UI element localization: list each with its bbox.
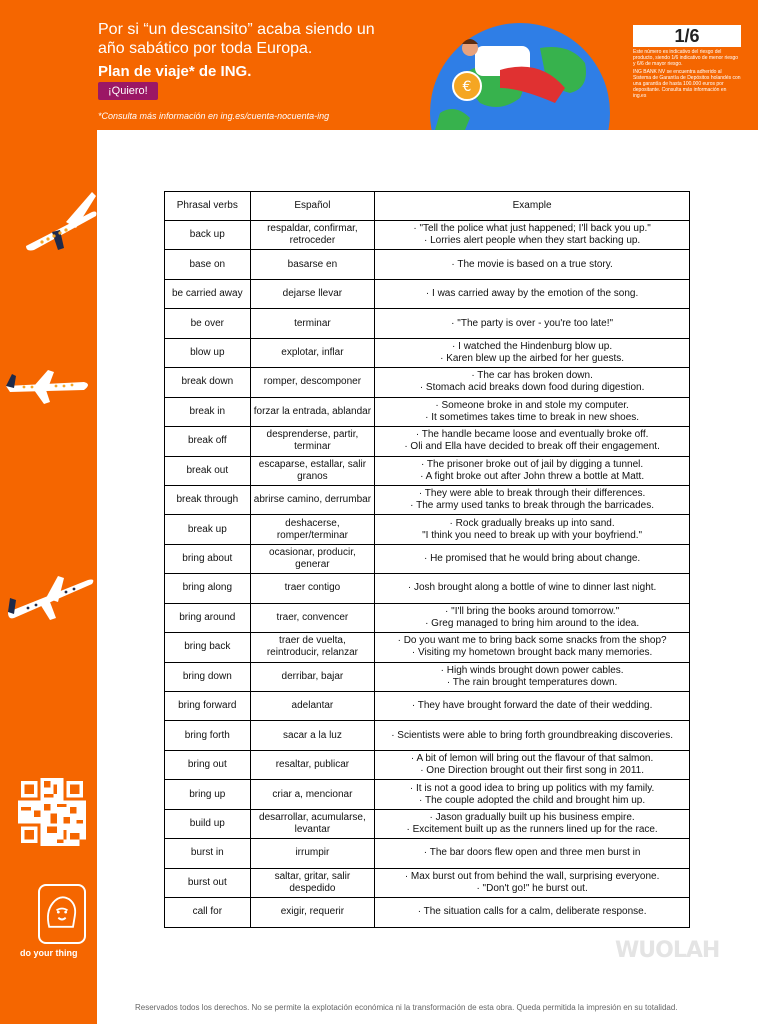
example-cell bbox=[375, 574, 690, 603]
table-row bbox=[165, 692, 690, 721]
phrasal-verb-cell: blow up bbox=[165, 338, 251, 367]
phrasal-verb-cell: bring forth bbox=[165, 721, 251, 750]
spanish-translation-cell: basarse en bbox=[250, 250, 375, 279]
example-cell bbox=[375, 368, 690, 397]
banner-headline-2: año sabático por toda Europa. bbox=[98, 40, 313, 57]
table-row bbox=[165, 809, 690, 838]
spanish-translation-cell: forzar la entrada, ablandar bbox=[250, 397, 375, 426]
table-body bbox=[165, 221, 690, 928]
example-sentence: · High winds brought down power cables. bbox=[440, 664, 624, 676]
example-cell bbox=[375, 692, 690, 721]
example-cell bbox=[375, 427, 690, 456]
spanish-translation-cell: criar a, mencionar bbox=[250, 780, 375, 809]
example-sentence: · The bar doors flew open and three men burst in bbox=[423, 847, 641, 859]
svg-text:€: € bbox=[462, 79, 472, 95]
brand-tagline: do your thing bbox=[20, 948, 78, 958]
example-sentence: · He promised that he would bring about change. bbox=[423, 553, 641, 565]
spanish-translation-cell: traer, convencer bbox=[250, 603, 375, 632]
table-row bbox=[165, 485, 690, 514]
example-sentence: · Visiting my hometown brought back many memories. bbox=[411, 647, 653, 659]
qr-code[interactable] bbox=[18, 778, 86, 846]
spanish-translation-cell: terminar bbox=[250, 309, 375, 338]
spanish-translation-cell: desprenderse, partir, terminar bbox=[250, 427, 375, 456]
spanish-translation-cell: deshacerse, romper/terminar bbox=[250, 515, 375, 544]
wuolah-watermark: WUOLAH bbox=[615, 938, 720, 963]
example-cell bbox=[375, 780, 690, 809]
example-cell bbox=[375, 662, 690, 691]
spanish-translation-cell: resaltar, publicar bbox=[250, 750, 375, 779]
phrasal-verb-cell: break down bbox=[165, 368, 251, 397]
example-cell bbox=[375, 544, 690, 573]
example-sentence: · Lorries alert people when they start backing up. bbox=[423, 235, 641, 247]
example-cell bbox=[375, 221, 690, 250]
example-cell bbox=[375, 839, 690, 868]
spanish-translation-cell: exigir, requerir bbox=[250, 898, 375, 927]
example-sentence: · "I'll bring the books around tomorrow." bbox=[445, 605, 620, 617]
example-cell bbox=[375, 250, 690, 279]
example-sentence: · The movie is based on a true story. bbox=[451, 258, 613, 270]
example-sentence: "I think you need to break up with your boyfriend." bbox=[422, 529, 643, 541]
table-row bbox=[165, 603, 690, 632]
example-sentence: · Rock gradually breaks up into sand. bbox=[449, 517, 615, 529]
example-cell bbox=[375, 721, 690, 750]
phrasal-verb-cell: be carried away bbox=[165, 279, 251, 308]
phrasal-verb-cell: back up bbox=[165, 221, 251, 250]
consulta-link[interactable]: *Consulta más información en ing.es/cuenta-nocuenta-ing bbox=[98, 111, 330, 121]
spanish-translation-cell: traer contigo bbox=[250, 574, 375, 603]
example-cell bbox=[375, 750, 690, 779]
phrasal-verb-cell: bring down bbox=[165, 662, 251, 691]
spanish-translation-cell: respaldar, confirmar, retroceder bbox=[250, 221, 375, 250]
phrasal-verb-cell: break in bbox=[165, 397, 251, 426]
phrasal-verb-cell: bring out bbox=[165, 750, 251, 779]
phrasal-verb-cell: burst in bbox=[165, 839, 251, 868]
example-cell bbox=[375, 515, 690, 544]
example-cell bbox=[375, 868, 690, 897]
example-cell bbox=[375, 809, 690, 838]
example-sentence: · Josh brought along a bottle of wine to dinner last night. bbox=[407, 582, 657, 594]
example-cell bbox=[375, 309, 690, 338]
example-sentence: · The handle became loose and eventually broke off. bbox=[415, 429, 649, 441]
spanish-translation-cell: explotar, inflar bbox=[250, 338, 375, 367]
banner-headline-1: Por si “un descansito” acaba siendo un bbox=[98, 21, 375, 38]
table-row bbox=[165, 839, 690, 868]
phrasal-verb-cell: bring around bbox=[165, 603, 251, 632]
risk-text: Este número es indicativo del riesgo del producto, siendo 1/6 indicativo de menor riesgo y 6/6 de mayor riesgo. bbox=[633, 49, 739, 67]
copyright-footer: Reservados todos los derechos. No se permite la explotación económica ni la transformación de esta obra. Queda permitida la impresión en su totalidad. bbox=[135, 1003, 678, 1012]
example-sentence: · It sometimes takes time to break in new shoes. bbox=[425, 411, 640, 423]
airplane-icon bbox=[4, 368, 92, 406]
table-row bbox=[165, 662, 690, 691]
example-sentence: · Someone broke in and stole my computer. bbox=[435, 399, 629, 411]
example-sentence: · Stomach acid breaks down food during digestion. bbox=[419, 382, 645, 394]
table-header-row bbox=[165, 192, 690, 221]
example-cell bbox=[375, 279, 690, 308]
example-sentence: · A fight broke out after John threw a bottle at Matt. bbox=[420, 470, 645, 482]
table-row bbox=[165, 544, 690, 573]
example-sentence: · Scientists were able to bring forth groundbreaking discoveries. bbox=[391, 729, 673, 741]
phrasal-verb-cell: bring up bbox=[165, 780, 251, 809]
example-sentence: · It is not a good idea to bring up politics with my family. bbox=[409, 782, 655, 794]
example-sentence: · Jason gradually built up his business empire. bbox=[429, 811, 635, 823]
risk-indicator bbox=[633, 25, 741, 123]
phrasal-verb-cell: bring back bbox=[165, 633, 251, 662]
example-sentence: · One Direction brought out their first song in 2011. bbox=[420, 765, 645, 777]
table-row bbox=[165, 309, 690, 338]
deposit-guarantee-text: ING BANK NV se encuentra adherido al Sistema de Garantía de Depósitos holandés con una garantía de hasta 100.000 euros por depositante. Consulta más información en ing.es bbox=[633, 69, 741, 99]
example-sentence: · "The party is over - you're too late!" bbox=[451, 317, 614, 329]
table-row bbox=[165, 427, 690, 456]
phrasal-verbs-table bbox=[164, 191, 690, 928]
example-sentence: · Excitement built up as the runners lined up for the race. bbox=[406, 823, 658, 835]
spanish-translation-cell: dejarse llevar bbox=[250, 279, 375, 308]
example-sentence: · They have brought forward the date of their wedding. bbox=[411, 700, 653, 712]
table-row bbox=[165, 633, 690, 662]
table-row bbox=[165, 750, 690, 779]
phrasal-verb-cell: be over bbox=[165, 309, 251, 338]
example-sentence: · I was carried away by the emotion of the song. bbox=[425, 288, 639, 300]
example-sentence: · The couple adopted the child and brought him up. bbox=[419, 794, 646, 806]
example-sentence: · Oli and Ella have decided to break off their engagement. bbox=[404, 441, 660, 453]
phrasal-verb-cell: break out bbox=[165, 456, 251, 485]
ing-lion-logo bbox=[38, 884, 86, 944]
banner-copy bbox=[98, 20, 375, 80]
ad-sidebar bbox=[0, 0, 97, 1024]
example-cell bbox=[375, 898, 690, 927]
phrasal-verb-cell: bring forward bbox=[165, 692, 251, 721]
example-sentence: · I watched the Hindenburg blow up. bbox=[452, 340, 613, 352]
column-header-example: Example bbox=[375, 192, 690, 221]
example-sentence: · Greg managed to bring him around to the idea. bbox=[425, 617, 640, 629]
table-row bbox=[165, 221, 690, 250]
phrasal-verb-cell: break through bbox=[165, 485, 251, 514]
spanish-translation-cell: traer de vuelta, reintroducir, relanzar bbox=[250, 633, 375, 662]
example-sentence: · Max burst out from behind the wall, surprising everyone. bbox=[404, 870, 660, 882]
example-sentence: · The rain brought temperatures down. bbox=[446, 676, 618, 688]
globe-illustration bbox=[420, 18, 625, 130]
phrasal-verb-cell: burst out bbox=[165, 868, 251, 897]
example-sentence: · A bit of lemon will bring out the flavour of that salmon. bbox=[410, 753, 654, 765]
example-sentence: · "Tell the police what just happened; I'll back you up." bbox=[413, 223, 651, 235]
spanish-translation-cell: escaparse, estallar, salir granos bbox=[250, 456, 375, 485]
table-row bbox=[165, 250, 690, 279]
spanish-translation-cell: sacar a la luz bbox=[250, 721, 375, 750]
table-row bbox=[165, 780, 690, 809]
spanish-translation-cell: adelantar bbox=[250, 692, 375, 721]
table-row bbox=[165, 574, 690, 603]
phrasal-verb-cell: break off bbox=[165, 427, 251, 456]
example-sentence: · They were able to break through their differences. bbox=[418, 488, 646, 500]
spanish-translation-cell: abrirse camino, derrumbar bbox=[250, 485, 375, 514]
table-row bbox=[165, 868, 690, 897]
banner-plan: Plan de viaje* de ING. bbox=[98, 63, 252, 80]
spanish-translation-cell: ocasionar, producir, generar bbox=[250, 544, 375, 573]
table-row bbox=[165, 721, 690, 750]
table-row bbox=[165, 456, 690, 485]
spanish-translation-cell: irrumpir bbox=[250, 839, 375, 868]
example-cell bbox=[375, 603, 690, 632]
spanish-translation-cell: romper, descomponer bbox=[250, 368, 375, 397]
example-sentence: · The car has broken down. bbox=[471, 370, 593, 382]
table-row bbox=[165, 397, 690, 426]
phrasal-verb-cell: bring about bbox=[165, 544, 251, 573]
phrasal-verb-cell: build up bbox=[165, 809, 251, 838]
spanish-translation-cell: derribar, bajar bbox=[250, 662, 375, 691]
column-header-phrasal-verbs: Phrasal verbs bbox=[165, 192, 251, 221]
column-header-espanol: Español bbox=[250, 192, 375, 221]
phrasal-verb-cell: call for bbox=[165, 898, 251, 927]
example-cell bbox=[375, 397, 690, 426]
risk-number: 1/6 bbox=[633, 25, 741, 47]
airplane-icon bbox=[22, 188, 98, 254]
example-cell bbox=[375, 456, 690, 485]
example-sentence: · The prisoner broke out of jail by digging a tunnel. bbox=[421, 458, 644, 470]
table-row bbox=[165, 279, 690, 308]
example-sentence: · Karen blew up the airbed for her guests. bbox=[440, 352, 625, 364]
example-sentence: · The situation calls for a calm, deliberate response. bbox=[417, 906, 647, 918]
quiero-button[interactable]: ¡Quiero! bbox=[98, 82, 158, 100]
example-cell bbox=[375, 485, 690, 514]
table-row bbox=[165, 515, 690, 544]
example-cell bbox=[375, 338, 690, 367]
example-sentence: · "Don't go!" he burst out. bbox=[476, 882, 588, 894]
table-row bbox=[165, 368, 690, 397]
example-cell bbox=[375, 633, 690, 662]
airplane-icon bbox=[6, 572, 96, 622]
table-row bbox=[165, 338, 690, 367]
phrasal-verb-cell: base on bbox=[165, 250, 251, 279]
table-row bbox=[165, 898, 690, 927]
phrasal-verb-cell: break up bbox=[165, 515, 251, 544]
spanish-translation-cell: saltar, gritar, salir despedido bbox=[250, 868, 375, 897]
example-sentence: · The army used tanks to break through the barricades. bbox=[410, 500, 655, 512]
spanish-translation-cell: desarrollar, acumularse, levantar bbox=[250, 809, 375, 838]
example-sentence: · Do you want me to bring back some snacks from the shop? bbox=[397, 635, 667, 647]
phrasal-verb-cell: bring along bbox=[165, 574, 251, 603]
